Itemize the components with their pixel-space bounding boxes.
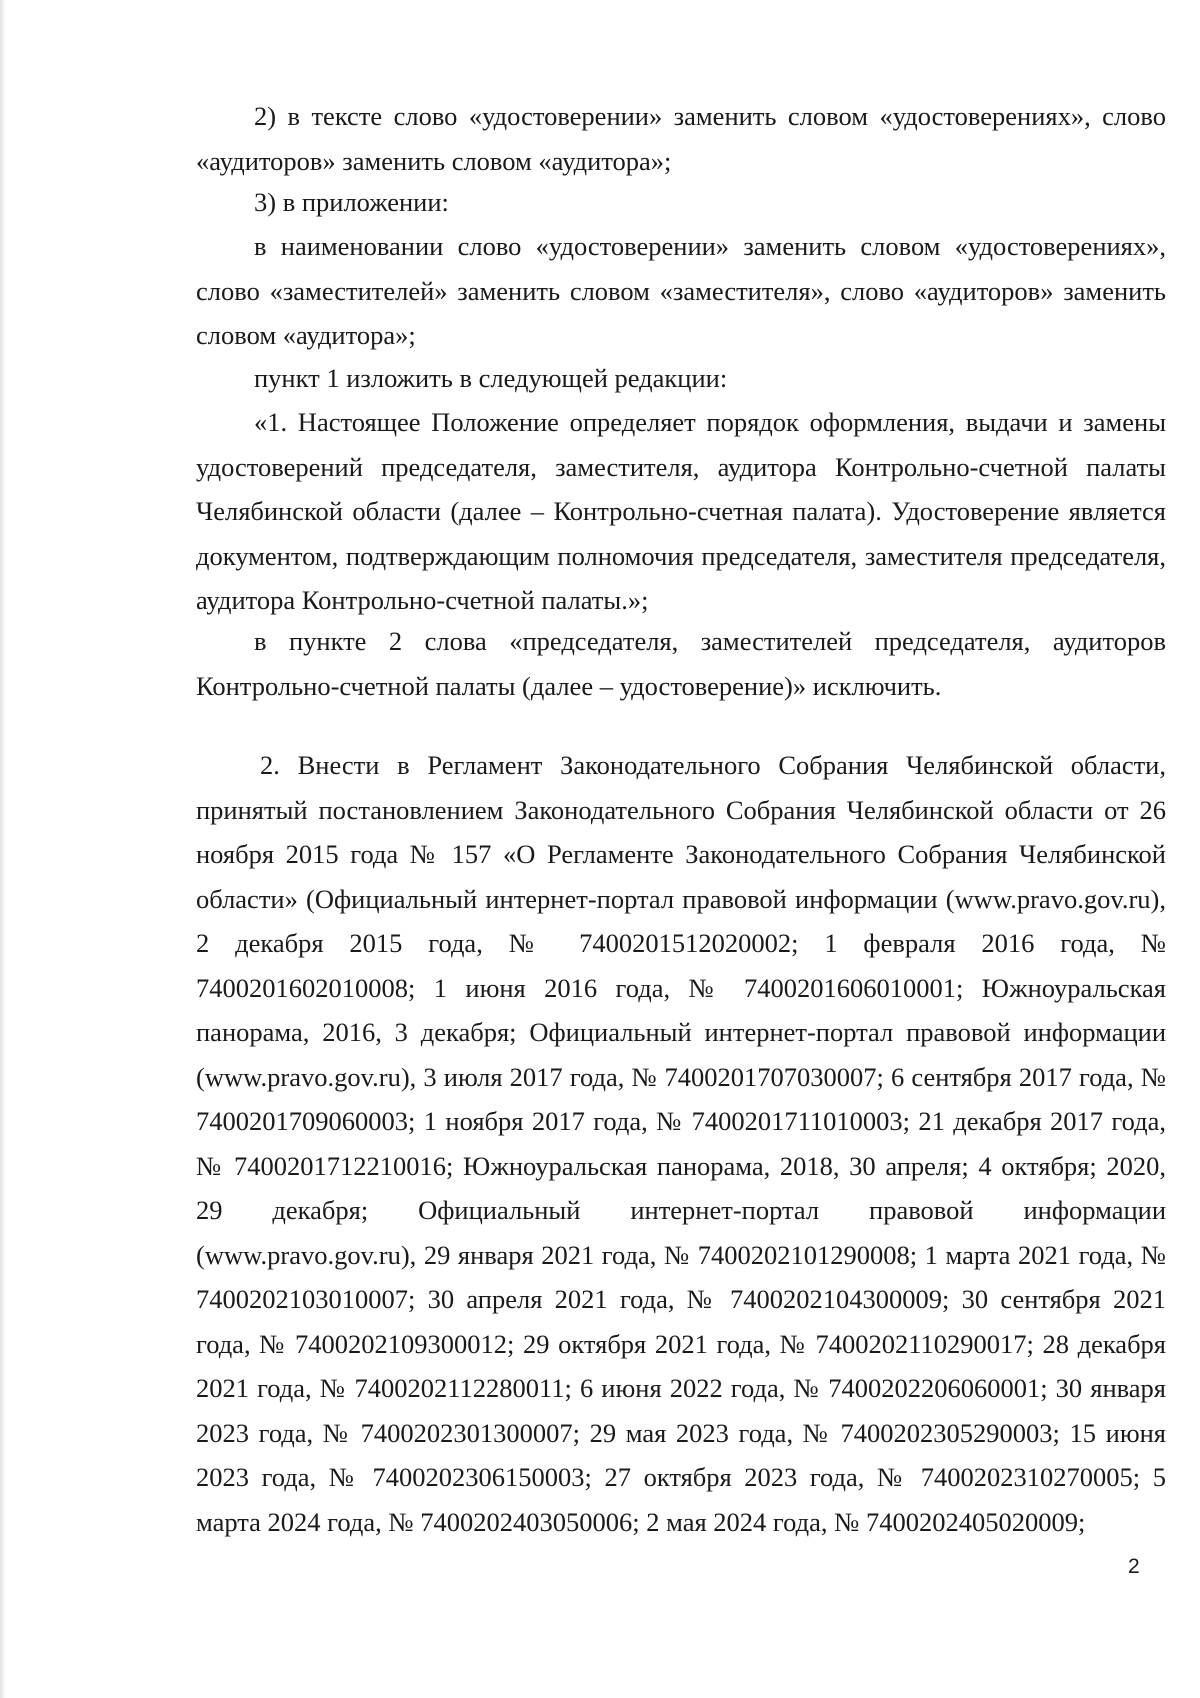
paragraph-point-1-text: «1. Настоящее Положение определяет порядок оформления, выдачи и замены удостоверений председателя, заместителя, аудитора Контрольно-счетной палаты Челябинской области (далее – Контрольно-счетная палата). Удостоверение является документом, подтверждающим полномочия председателя, заместителя председателя, аудитора Контрольно-счетной палаты.»; [196,407,1166,615]
paragraph-item-2-reglament: 2. Внести в Регламент Законодательного Собрания Челябинской области, принятый постановлением Законодательного Собрания Челябинской области от 26 ноября 2015 года № 157 «О Регламенте Законодательного Собрания Челябинской области» (Официальный интернет-портал правовой информации (www.pravo.gov.ru), 2 декабря 2015 года, № 7400201512020002; 1 февраля 2016 года, № 7400201602010008; 1 июня 2016 года, № 7400201606010001; Южноуральская панорама, 2016, 3 декабря; Официальный интернет-портал правовой информации (www.pravo.gov.ru), 3 июля 2017 года, № 7400201707030007; 6 сентября 2017 года, № 7400201709060003; 1 ноября 2017 года, № 7400201711010003; 21 декабря 2017 года, № 7400201712210016; Южноуральская панорама, 2018, 30 апреля; 4 октября; 2020, 29 декабря; Официальный интернет-портал правовой информации (www.pravo.gov.ru), 29 января 2021 года, № 7400202101290008; 1 марта 2021 года, № 7400202103010007; 30 апреля 2021 года, № 7400202104300009; 30 сентября 2021 года, № 7400202109300012; 29 октября 2021 года, № 7400202110290017; 28 декабря 2021 года, № 7400202112280011; 6 июня 2022 года, № 7400202206060001; 30 января 2023 года, № 7400202301300007; 29 мая 2023 года, № 7400202305290003; 15 июня 2023 года, № 7400202306150003; 27 октября 2023 года, № 7400202310270005; 5 марта 2024 года, № 7400202403050006; 2 мая 2024 года, № 7400202405020009; [196,750,1166,1537]
scan-edge-shadow [0,0,6,1698]
paragraph-subitem-3: 3) в приложении: [254,187,449,217]
paragraph-title-change: в наименовании слово «удостоверении» заменить словом «удостоверениях», слово «заместителей» заменить словом «заместителя», слово «аудиторов» заменить словом «аудитора»; [196,231,1166,350]
paragraph-point-2-change: в пункте 2 слова «председателя, заместителей председателя, аудиторов Контрольно-счетной палаты (далее – удостоверение)» исключить. [196,626,1166,701]
paragraph-subitem-2: 2) в тексте слово «удостоверении» заменить словом «удостоверениях», слово «аудиторов» заменить словом «аудитора»; [196,101,1166,176]
paragraph-point-1-intro: пункт 1 изложить в следующей редакции: [254,363,728,393]
page-number: 2 [1128,1555,1140,1578]
